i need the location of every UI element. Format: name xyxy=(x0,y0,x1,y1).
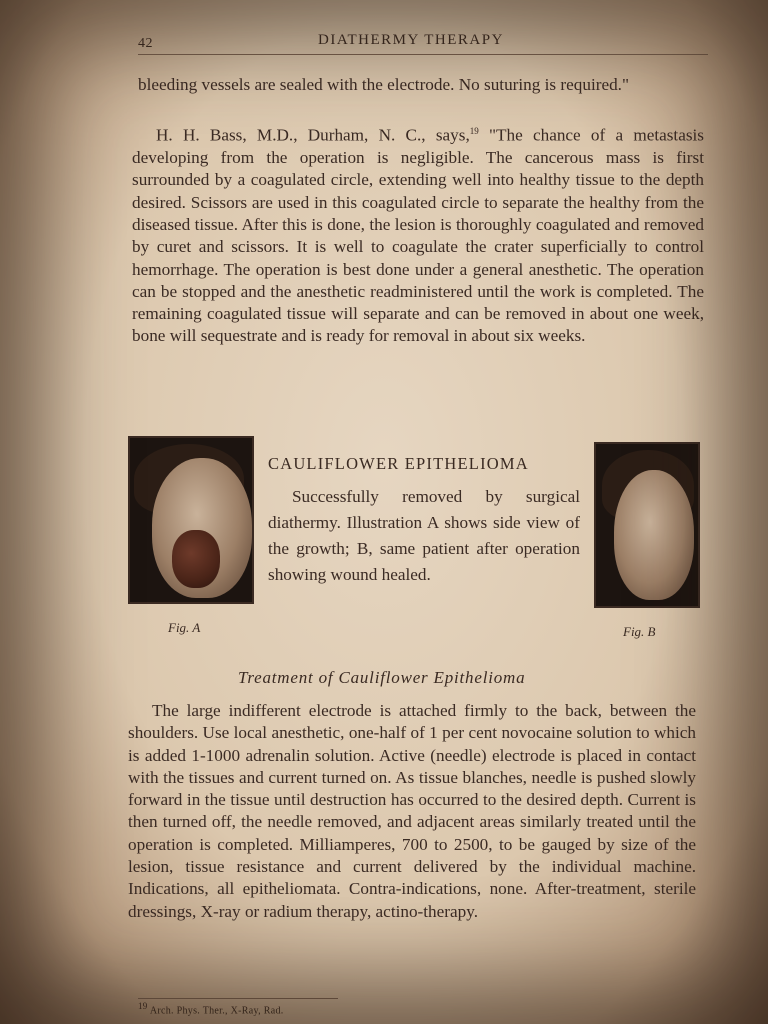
page-number: 42 xyxy=(138,36,153,51)
section-heading: Treatment of Cauliflower Epithelioma xyxy=(238,668,526,687)
section-paragraph xyxy=(128,700,696,923)
figure-title: CAULIFLOWER EPITHELIOMA xyxy=(268,454,529,473)
figure-a-label: Fig. A xyxy=(168,620,201,635)
paragraph-1 xyxy=(138,74,700,96)
face-shape xyxy=(614,470,694,600)
paragraph-2-text xyxy=(132,120,704,348)
paragraph-2 xyxy=(132,120,704,348)
running-head xyxy=(138,24,708,55)
paragraph-1-text: bleeding vessels are sealed with the electrode. No suturing is required." xyxy=(138,75,629,94)
figure-caption-text: Successfully removed by surgical diathermy. Illustration A shows side view of the growth; B, same patient after operation showing wound healed. xyxy=(268,487,580,584)
footnote-ref: 19 xyxy=(469,126,479,136)
running-title: DIATHERMY THERAPY xyxy=(318,32,504,48)
section-paragraph-text: The large indifferent electrode is attached firmly to the back, between the shoulders. Use local anesthetic, one-half of 1 per cent novocaine solution to which is added 1-1000 adrenalin solution. Active (needle) electrode is placed in contact with the tissues and current turned on. As tissue blanches, needle is pushed slowly forward in the tissue until destruction has occurred to the desired depth. Current is then turned off, the needle removed, and adjacent areas similarly treated until the operation is completed. Milliamperes, 700 to 2500, to be gauged by size of the lesion, tissue resistance and current delivered by the individual machine. Indications, all epitheliomata. Contra-indications, none. After-treatment, sterile dressings, X-ray or radium therapy, actino-therapy. xyxy=(128,701,696,921)
footnote xyxy=(138,998,338,1016)
figure-a-photo xyxy=(128,436,254,604)
book-page xyxy=(118,14,718,1017)
quote-attribution: H. H. Bass, M.D., Durham, N. C., says, xyxy=(156,125,470,145)
figure-b-photo xyxy=(594,442,700,608)
growth-lesion xyxy=(172,530,220,588)
quote-text: "The chance of a metastasis developing from the operation is negligible. The cancerous mass is first surrounded by a coagulated circle, extending well into healthy tissue to the depth desired. Scissors are used in this coagulated circle to separate the healthy from the diseased tissue. After this is done, the lesion is thoroughly coagulated and removed by curet and scissors. It is well to coagulate the crater superficially to control hemorrhage. The operation is best done under a general anesthetic. The operation can be stopped and the anesthetic readministered until the work is completed. The remaining coagulated tissue will separate and can be removed in about one week, bone will sequestrate and is ready for removal in about six weeks. xyxy=(132,125,704,346)
figure-caption xyxy=(268,484,580,588)
figure-b-label: Fig. B xyxy=(623,624,656,639)
footnote-text: Arch. Phys. Ther., X-Ray, Rad. xyxy=(149,1005,284,1017)
footnote-number: 19 xyxy=(138,1001,148,1011)
